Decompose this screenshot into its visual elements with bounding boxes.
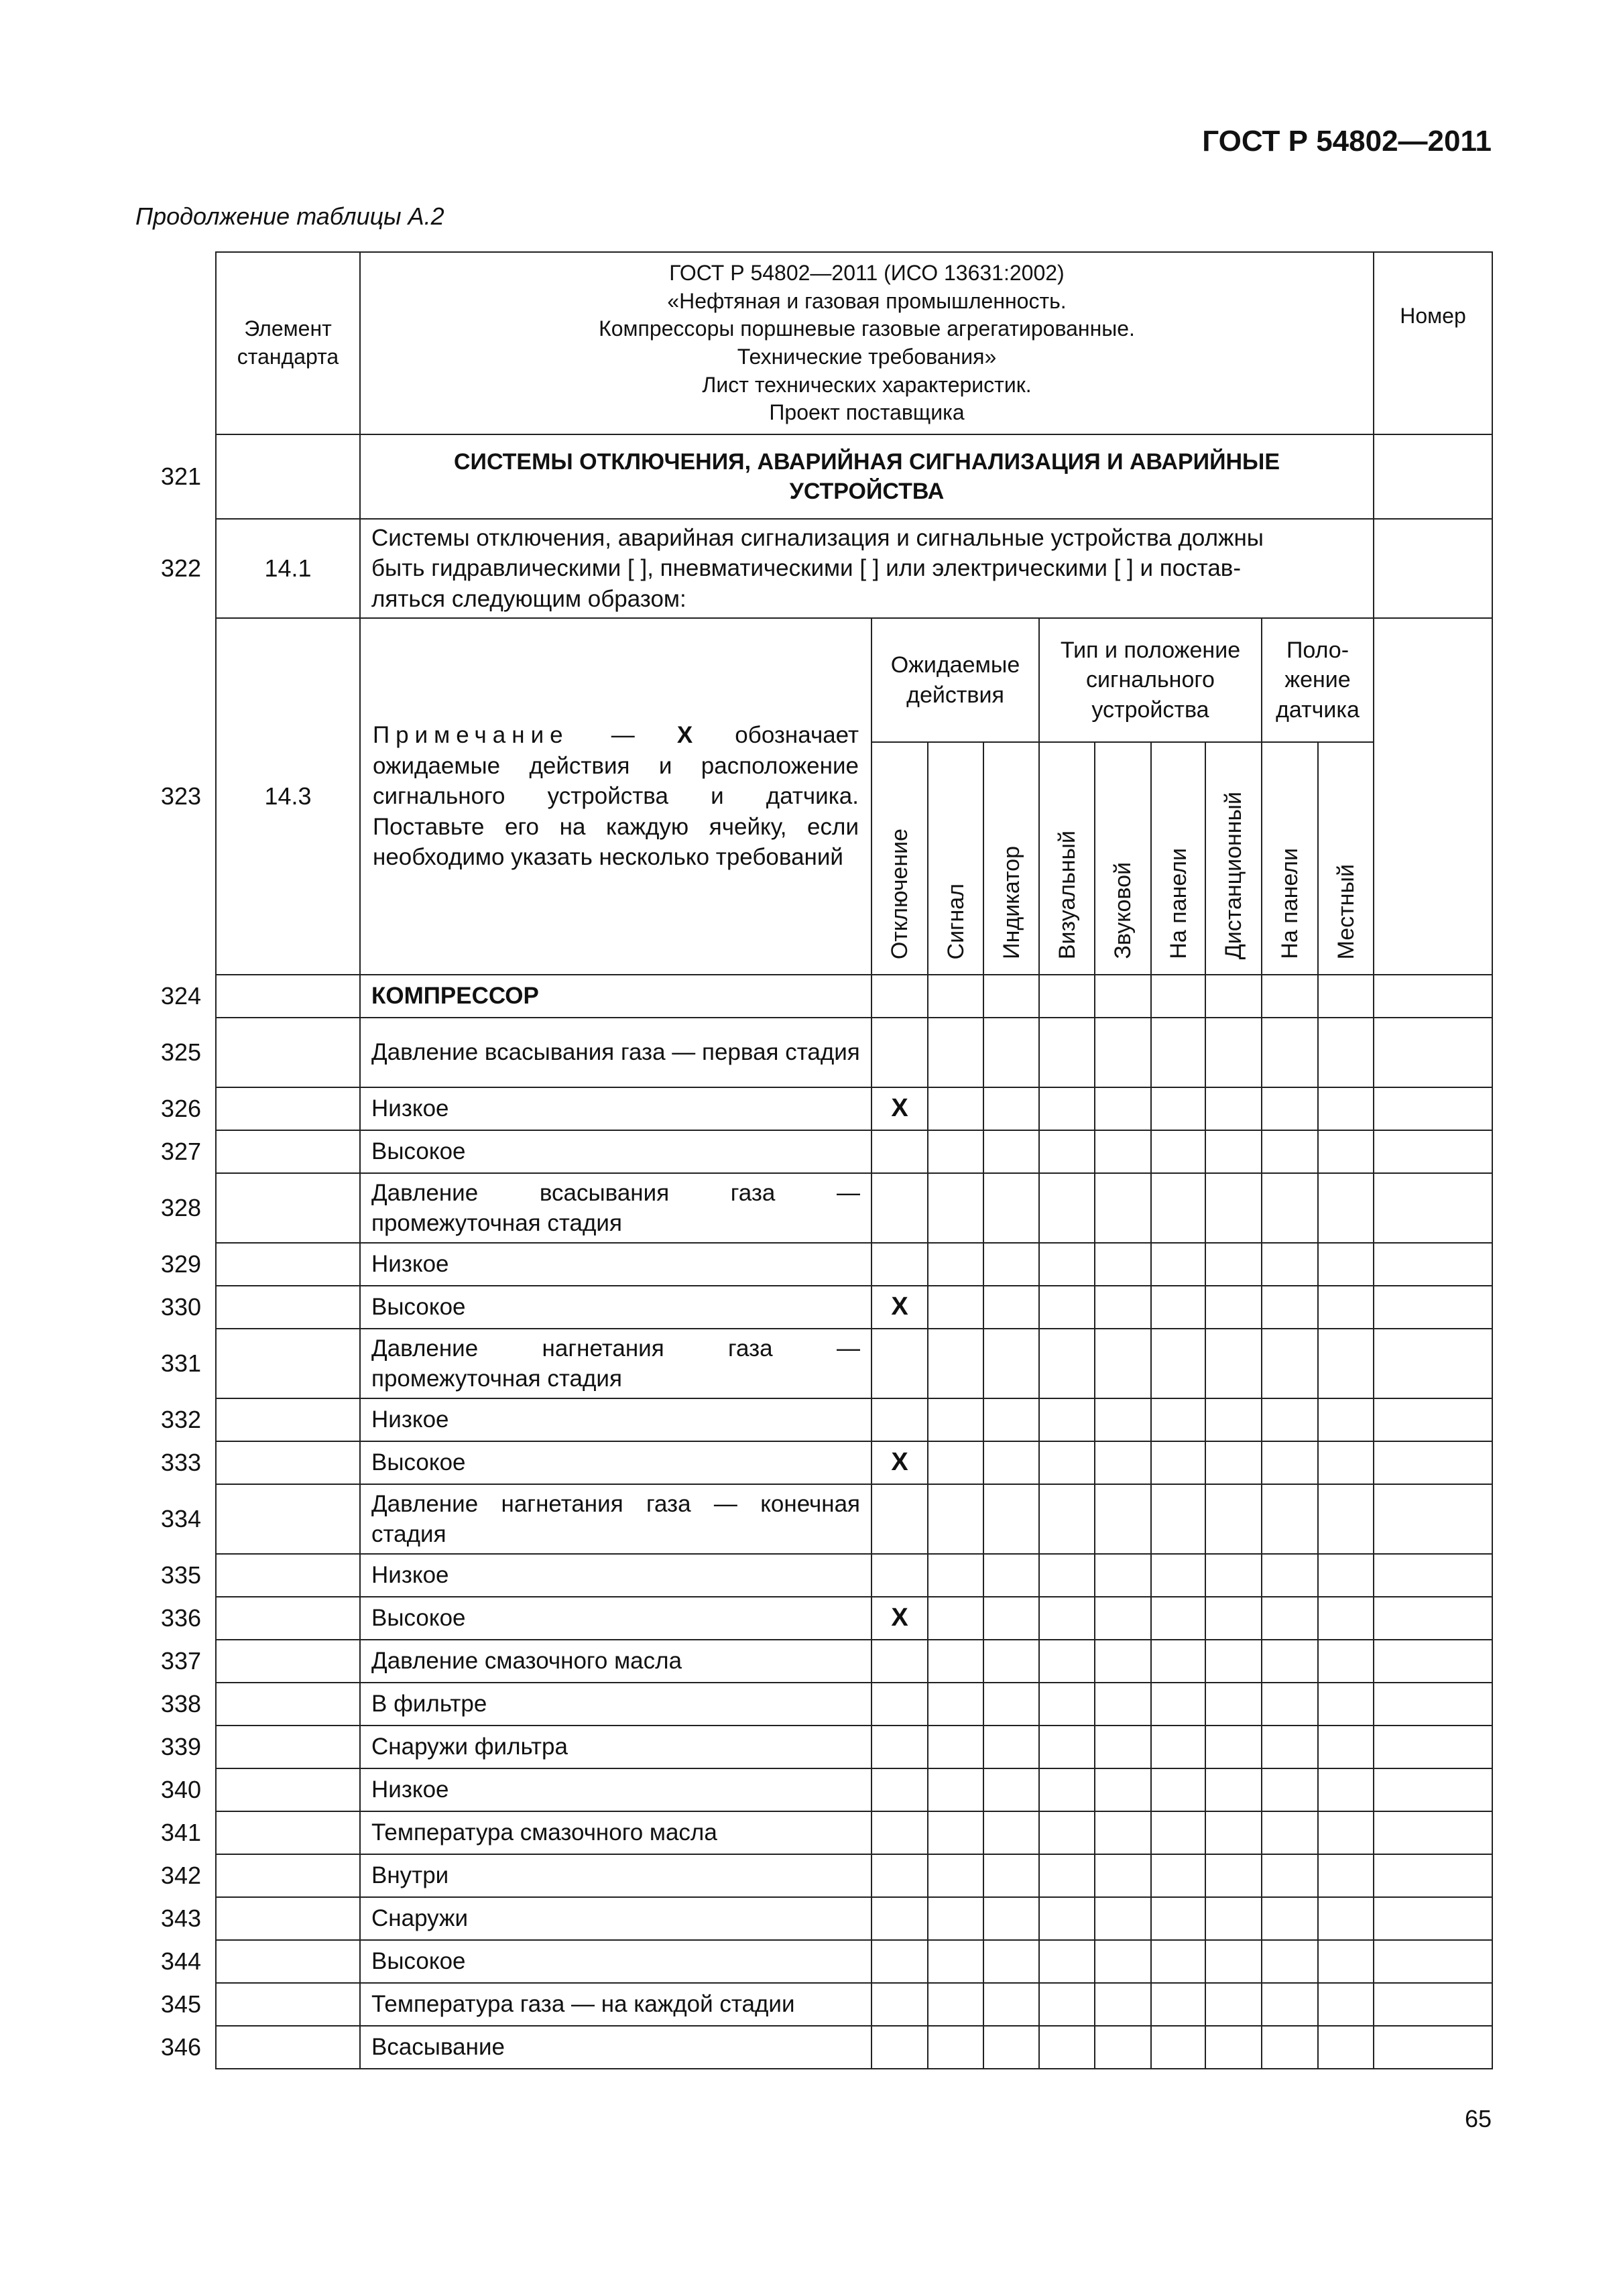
row-number: 340 [160,1776,201,1803]
note-group-row [216,618,1492,742]
mark-x: Х [871,1286,928,1329]
row-number: 339 [160,1733,201,1760]
note-cell: Примечание — Х обозначает ожидаемые действия и расположение сигнального устройства и датчика. Поставьте его на каждую ячейку, если необходимо указать несколько требований [360,618,871,975]
header-title-cell: ГОСТ Р 54802—2011 (ИСО 13631:2002) «Нефтяная и газовая промышленность. Компрессоры поршневые газовые агрегатированные. Технические требования» Лист технических характеристик. Проект поставщика [360,252,1374,434]
row-description: Давление всасывания газа — первая стадия [360,1018,871,1087]
row-description: Низкое [360,1768,871,1811]
col-local: Местный [1318,742,1374,975]
table-row [216,1597,1492,1640]
row-number: 346 [160,2033,201,2061]
table-row [216,1897,1492,1940]
col-visual: Визуальный [1039,742,1095,975]
row-number: 337 [160,1647,201,1675]
row-description: Высокое [360,1940,871,1983]
col-signal: Сигнал [928,742,983,975]
row-description: Низкое [360,1243,871,1286]
table-row [216,1087,1492,1130]
table-row [216,1768,1492,1811]
row-number: 328 [160,1194,201,1221]
row-description: Внутри [360,1854,871,1897]
row-number: 342 [160,1862,201,1889]
row-description: Низкое [360,1398,871,1441]
table-header-row [216,252,1492,434]
section-row [216,434,1492,519]
row-description: Низкое [360,1087,871,1130]
row-description: Высокое [360,1130,871,1173]
row-number: 341 [160,1819,201,1846]
table-row [216,1940,1492,1983]
table-row [216,1441,1492,1484]
header-number-cell: Номер [1374,252,1492,434]
mark-x: Х [871,1441,928,1484]
row-number: 322 [160,554,201,582]
table-row [216,2026,1492,2069]
row-number: 345 [160,1990,201,2018]
row-description: Высокое [360,1286,871,1329]
row-number: 333 [160,1449,201,1476]
row-description: Температура газа — на каждой стадии [360,1983,871,2026]
group-sensor-position: Поло- жение датчика [1262,618,1374,742]
row-number: 327 [160,1138,201,1165]
row-number: 336 [160,1604,201,1632]
row-number: 335 [160,1561,201,1589]
element-ref: 14.3 [216,618,360,975]
table-row [216,1018,1492,1087]
standard-id: ГОСТ Р 54802—2011 [1202,125,1492,158]
row-number: 332 [160,1406,201,1433]
row-description: Снаружи фильтра [360,1726,871,1768]
table-row [216,1243,1492,1286]
row-description: Высокое [360,1441,871,1484]
row-number: 331 [160,1349,201,1377]
table-row [216,1554,1492,1597]
row-description: Давление смазочного масла [360,1640,871,1683]
row-number: 324 [160,982,201,1010]
spec-table [215,251,1493,2069]
row-number-column [0,0,215,2296]
row-description: Снаружи [360,1897,871,1940]
row-description: Высокое [360,1597,871,1640]
table-row [216,975,1492,1018]
mark-x: Х [871,1087,928,1130]
row-description: КОМПРЕССОР [360,975,871,1018]
table-row [216,1640,1492,1683]
page-number: 65 [1464,2105,1492,2132]
row-number: 330 [160,1293,201,1321]
section-title: СИСТЕМЫ ОТКЛЮЧЕНИЯ, АВАРИЙНАЯ СИГНАЛИЗАЦИЯ И АВАРИЙНЫЕ УСТРОЙСТВА [360,434,1374,519]
row-number: 325 [160,1038,201,1066]
row-description: Всасывание [360,2026,871,2069]
table-row [216,1173,1492,1243]
row-number: 343 [160,1905,201,1932]
table-continuation-caption: Продолжение таблицы А.2 [135,202,444,230]
table-row [216,1484,1492,1554]
col-remote: Дистанционный [1205,742,1262,975]
table-row [216,1811,1492,1854]
row-description: В фильтре [360,1683,871,1726]
table-row [216,1398,1492,1441]
note-text: обозначает ожидаемые действия и расположение сигнального устройства и датчика. Поставьте его на каждую ячейку, если необходимо указать несколько требований [373,722,859,871]
note-label: Примечание [373,722,569,749]
col-indicator: Индикатор [983,742,1039,975]
col-sensor-panel: На панели [1262,742,1318,975]
row-description: Давление нагнетания газа — конечная стадия [360,1484,871,1554]
table-row [216,1329,1492,1398]
table-row [216,1726,1492,1768]
row-description: Низкое [360,1554,871,1597]
row-number: 321 [160,463,201,490]
row-number: 326 [160,1095,201,1122]
requirement-row [216,519,1492,618]
table-row [216,1683,1492,1726]
table-row [216,1854,1492,1897]
row-description: Температура смазочного масла [360,1811,871,1854]
row-description: Давление всасывания газа — промежуточная стадия [360,1173,871,1243]
col-device-panel: На панели [1151,742,1205,975]
table-row [216,1286,1492,1329]
group-expected-actions: Ожидаемые действия [871,618,1039,742]
col-shutdown: Отключение [871,742,928,975]
group-signal-device: Тип и положение сигнального устройства [1039,618,1262,742]
table-row [216,1130,1492,1173]
row-number: 329 [160,1250,201,1278]
row-number: 323 [160,782,201,810]
header-element-cell: Элемент стандарта [216,252,360,434]
table-row [216,1983,1492,2026]
row-number: 338 [160,1690,201,1717]
row-description: Давление нагнетания газа — промежуточная стадия [360,1329,871,1398]
row-number: 344 [160,1947,201,1975]
requirement-text: Системы отключения, аварийная сигнализация и сигнальные устройства должны быть гидравлическими [ ], пневматическими [ ] или электрическими [ ] и постав- ляться следующим образом: [360,519,1374,618]
mark-x: Х [871,1597,928,1640]
col-audible: Звуковой [1095,742,1151,975]
element-ref: 14.1 [216,519,360,618]
row-number: 334 [160,1505,201,1532]
